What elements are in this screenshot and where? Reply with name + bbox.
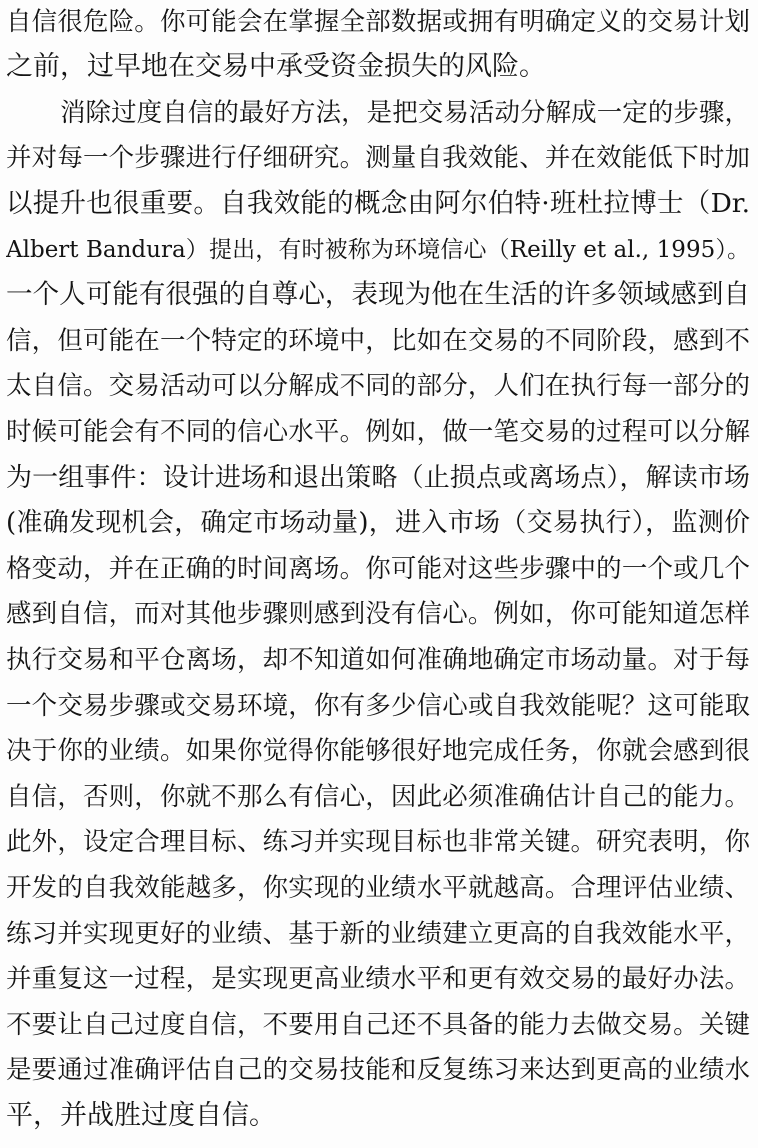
- text-line: 信，但可能在一个特定的环境中，比如在交易的不同阶段，感到不: [6, 326, 750, 356]
- text-line: 格变动，并在正确的时间离场。你可能对这些步骤中的一个或几个: [6, 554, 750, 584]
- text-line: 练习并实现更好的业绩、基于新的业绩建立更高的自我效能水平，: [6, 919, 750, 949]
- text-line: 此外，设定合理目标、练习并实现目标也非常关键。研究表明，你: [6, 827, 750, 857]
- text-line: 平，并战胜过度自信。: [6, 1100, 276, 1131]
- text-line: 太自信。交易活动可以分解成不同的部分，人们在执行每一部分的: [6, 371, 750, 401]
- text-line: 之前，过早地在交易中承受资金损失的风险。: [6, 51, 546, 82]
- text-line: Albert Bandura）提出，有时被称为环境信心（Reilly et al., 1995）。: [6, 237, 750, 263]
- text-line: 一个交易步骤或交易环境，你有多少信心或自我效能呢？这可能取: [6, 691, 750, 721]
- text-line: (准确发现机会，确定市场动量)，进入市场（交易执行），监测价: [6, 508, 750, 538]
- text-line: 以提升也很重要。自我效能的概念由阿尔伯特·班杜拉博士（Dr.: [6, 188, 750, 219]
- text-line: 消除过度自信的最好方法，是把交易活动分解成一定的步骤，: [60, 98, 750, 128]
- text-line: 并对每一个步骤进行仔细研究。测量自我效能、并在效能低下时加: [6, 143, 750, 173]
- text-line: 一个人可能有很强的自尊心，表现为他在生活的许多领域感到自: [6, 279, 750, 310]
- text-line: 开发的自我效能越多，你实现的业绩水平就越高。合理评估业绩、: [6, 873, 750, 903]
- text-line: 自信很危险。你可能会在掌握全部数据或拥有明确定义的交易计划: [6, 7, 750, 37]
- text-line: 时候可能会有不同的信心水平。例如，做一笔交易的过程可以分解: [6, 417, 750, 447]
- text-line: 执行交易和平仓离场，却不知道如何准确地确定市场动量。对于每: [6, 645, 750, 675]
- text-line: 并重复这一过程，是实现更高业绩水平和更有效交易的最好办法。: [6, 964, 750, 994]
- text-line: 是要通过准确评估自己的交易技能和反复练习来达到更高的业绩水: [6, 1055, 750, 1085]
- text-line: 不要让自己过度自信，不要用自己还不具备的能力去做交易。关键: [6, 1010, 750, 1040]
- text-line: 感到自信，而对其他步骤则感到没有信心。例如，你可能知道怎样: [6, 599, 750, 629]
- text-line: 为一组事件：设计进场和退出策略（止损点或离场点），解读市场: [6, 463, 750, 493]
- text-line: 自信，否则，你就不那么有信心，因此必须准确估计自己的能力。: [6, 782, 750, 812]
- text-line: 决于你的业绩。如果你觉得你能够很好地完成任务，你就会感到很: [6, 736, 750, 766]
